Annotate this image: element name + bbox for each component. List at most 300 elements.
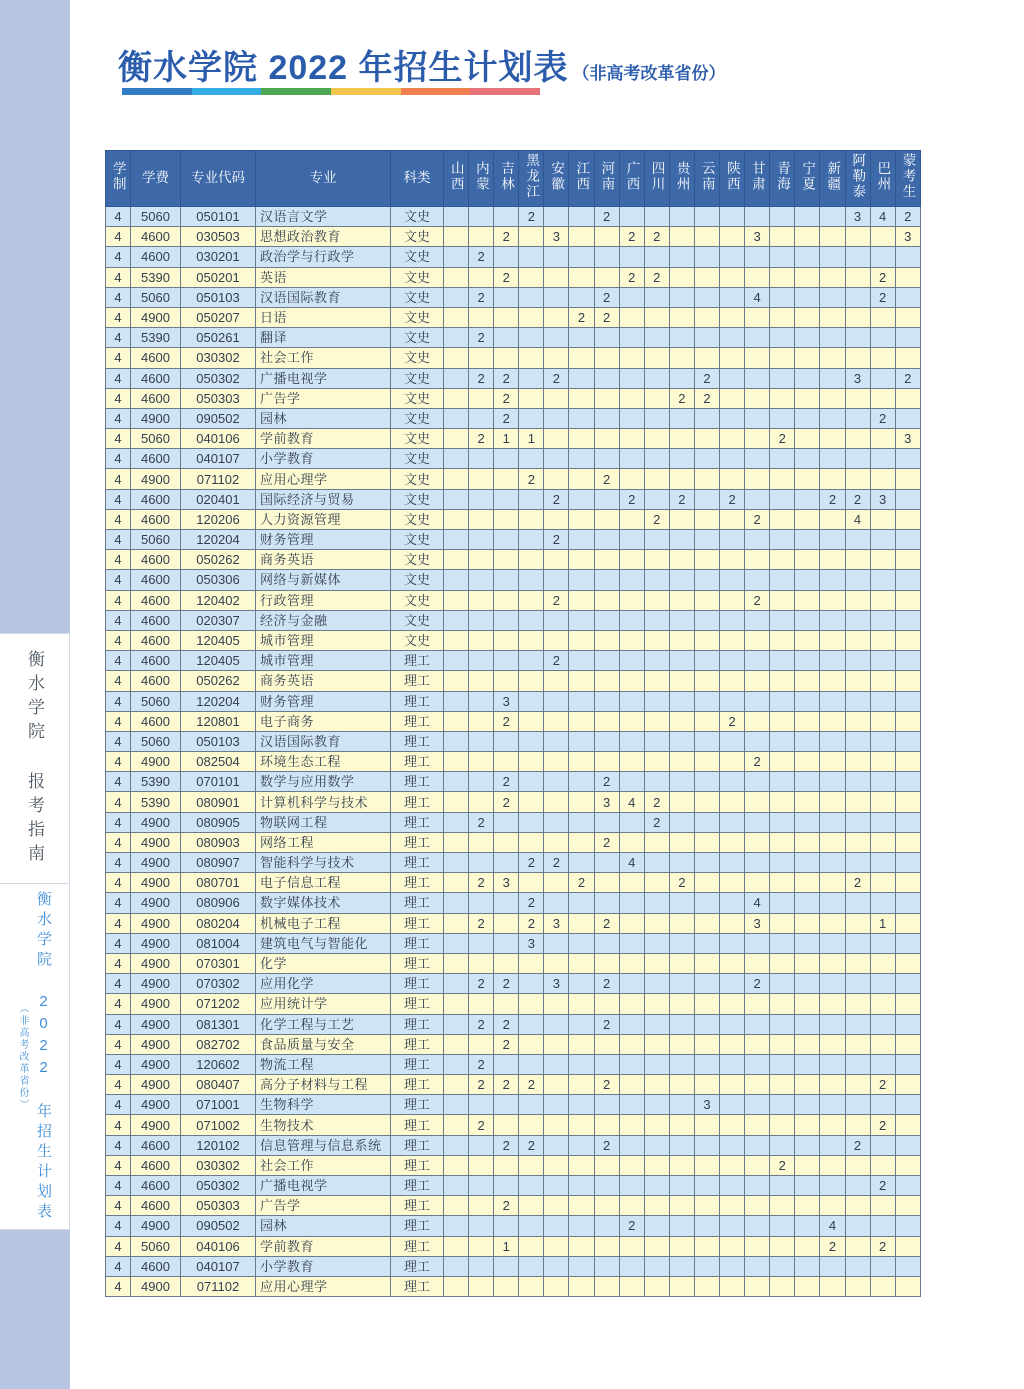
table-row	[106, 227, 921, 247]
cell-quota-陕西	[720, 449, 745, 469]
cell-category: 理工	[391, 1014, 444, 1034]
cell-category: 文史	[391, 530, 444, 550]
cell-code: 081004	[181, 933, 256, 953]
cell-quota-广西	[619, 953, 644, 973]
cell-years: 4	[106, 1236, 131, 1256]
cell-quota-山西	[444, 651, 469, 671]
cell-quota-广西	[619, 408, 644, 428]
cell-fee: 4900	[131, 752, 181, 772]
cell-quota-阿勒泰	[845, 711, 870, 731]
cell-quota-蒙考生: 3	[895, 227, 920, 247]
cell-quota-广西	[619, 630, 644, 650]
cell-quota-贵州	[669, 772, 694, 792]
cell-quota-甘肃: 2	[745, 974, 770, 994]
cell-quota-安徽	[544, 1095, 569, 1115]
cell-quota-陕西	[720, 772, 745, 792]
cell-quota-甘肃	[745, 1276, 770, 1296]
cell-quota-江西	[569, 489, 594, 509]
cell-quota-蒙考生	[895, 570, 920, 590]
cell-quota-巴州	[870, 752, 895, 772]
cell-years: 4	[106, 812, 131, 832]
cell-quota-青海	[770, 348, 795, 368]
cell-quota-黑龙江	[519, 974, 544, 994]
cell-major: 汉语国际教育	[256, 731, 391, 751]
cell-quota-贵州	[669, 994, 694, 1014]
cell-category: 理工	[391, 913, 444, 933]
cell-quota-陕西	[720, 812, 745, 832]
cell-quota-青海	[770, 671, 795, 691]
cell-quota-云南	[694, 590, 719, 610]
cell-quota-安徽	[544, 711, 569, 731]
cell-quota-青海	[770, 1236, 795, 1256]
col-header-text: 吉林	[498, 160, 514, 192]
cell-quota-广西: 2	[619, 227, 644, 247]
cell-quota-云南	[694, 1115, 719, 1135]
cell-quota-贵州	[669, 368, 694, 388]
cell-quota-宁夏	[795, 893, 820, 913]
cell-major: 商务英语	[256, 550, 391, 570]
cell-quota-云南	[694, 408, 719, 428]
cell-quota-陕西	[720, 1176, 745, 1196]
cell-years: 4	[106, 853, 131, 873]
cell-major: 应用心理学	[256, 469, 391, 489]
cell-quota-黑龙江: 2	[519, 853, 544, 873]
cell-category: 文史	[391, 550, 444, 570]
cell-quota-新疆	[820, 994, 845, 1014]
cell-fee: 4900	[131, 1216, 181, 1236]
cell-quota-巴州	[870, 1014, 895, 1034]
cell-category: 理工	[391, 1196, 444, 1216]
cell-quota-四川	[644, 630, 669, 650]
cell-quota-内蒙	[469, 207, 494, 227]
cell-category: 理工	[391, 1236, 444, 1256]
cell-quota-江西	[569, 1034, 594, 1054]
col-header-text: 山西	[448, 160, 464, 192]
table-row	[106, 489, 921, 509]
cell-quota-巴州	[870, 1155, 895, 1175]
col-header-text: 陕西	[724, 160, 740, 192]
cell-quota-蒙考生	[895, 1135, 920, 1155]
cell-quota-河南	[594, 1115, 619, 1135]
table-row	[106, 752, 921, 772]
cell-quota-安徽: 2	[544, 590, 569, 610]
cell-quota-阿勒泰	[845, 1216, 870, 1236]
cell-quota-青海	[770, 489, 795, 509]
cell-quota-青海	[770, 994, 795, 1014]
cell-quota-吉林	[494, 550, 519, 570]
cell-quota-四川	[644, 994, 669, 1014]
cell-quota-安徽	[544, 449, 569, 469]
cell-quota-宁夏	[795, 1276, 820, 1296]
cell-quota-青海	[770, 630, 795, 650]
cell-quota-江西	[569, 348, 594, 368]
cell-quota-甘肃	[745, 489, 770, 509]
cell-category: 理工	[391, 691, 444, 711]
cell-quota-新疆: 4	[820, 1216, 845, 1236]
cell-quota-青海	[770, 812, 795, 832]
cell-quota-广西	[619, 530, 644, 550]
cell-years: 4	[106, 1014, 131, 1034]
cell-code: 050303	[181, 1196, 256, 1216]
table-row	[106, 731, 921, 751]
cell-code: 070302	[181, 974, 256, 994]
spine-plan-sublabel: （非高考改革省份）	[17, 1002, 28, 1111]
cell-quota-河南: 3	[594, 792, 619, 812]
col-header-cat: 科类	[391, 151, 444, 207]
cell-quota-江西	[569, 449, 594, 469]
cell-quota-青海	[770, 509, 795, 529]
cell-quota-吉林: 1	[494, 429, 519, 449]
cell-quota-广西	[619, 994, 644, 1014]
table-row	[106, 792, 921, 812]
cell-quota-四川	[644, 671, 669, 691]
table-row	[106, 388, 921, 408]
cell-quota-河南	[594, 267, 619, 287]
cell-code: 020401	[181, 489, 256, 509]
cell-quota-陕西	[720, 953, 745, 973]
cell-fee: 4600	[131, 651, 181, 671]
cell-quota-内蒙	[469, 853, 494, 873]
cell-quota-江西	[569, 469, 594, 489]
table-row	[106, 711, 921, 731]
cell-category: 理工	[391, 1034, 444, 1054]
page-title-block	[118, 40, 726, 89]
cell-quota-贵州	[669, 1196, 694, 1216]
cell-quota-陕西: 2	[720, 711, 745, 731]
cell-fee: 4900	[131, 1054, 181, 1074]
cell-quota-阿勒泰	[845, 832, 870, 852]
table-row	[106, 509, 921, 529]
cell-quota-山西	[444, 1075, 469, 1095]
cell-code: 050103	[181, 731, 256, 751]
cell-quota-阿勒泰	[845, 348, 870, 368]
cell-category: 理工	[391, 1256, 444, 1276]
cell-quota-河南	[594, 570, 619, 590]
cell-quota-内蒙	[469, 691, 494, 711]
cell-quota-甘肃	[745, 267, 770, 287]
cell-quota-甘肃	[745, 1115, 770, 1135]
cell-quota-黑龙江	[519, 1054, 544, 1074]
cell-fee: 4900	[131, 913, 181, 933]
cell-major: 广播电视学	[256, 1176, 391, 1196]
cell-quota-安徽: 2	[544, 530, 569, 550]
cell-quota-内蒙	[469, 953, 494, 973]
table-row	[106, 853, 921, 873]
cell-quota-宁夏	[795, 671, 820, 691]
cell-quota-江西	[569, 267, 594, 287]
cell-major: 小学教育	[256, 1256, 391, 1276]
cell-quota-四川	[644, 853, 669, 873]
cell-quota-新疆	[820, 1115, 845, 1135]
cell-fee: 4900	[131, 994, 181, 1014]
cell-quota-四川	[644, 1115, 669, 1135]
cell-quota-安徽	[544, 772, 569, 792]
cell-quota-贵州	[669, 348, 694, 368]
table-row	[106, 1054, 921, 1074]
cell-quota-四川	[644, 752, 669, 772]
cell-quota-四川	[644, 348, 669, 368]
cell-quota-阿勒泰	[845, 247, 870, 267]
cell-quota-广西	[619, 449, 644, 469]
cell-quota-青海	[770, 1135, 795, 1155]
cell-quota-陕西	[720, 388, 745, 408]
cell-quota-新疆	[820, 873, 845, 893]
cell-quota-广西	[619, 1155, 644, 1175]
cell-quota-安徽	[544, 348, 569, 368]
cell-quota-黑龙江	[519, 368, 544, 388]
cell-category: 理工	[391, 893, 444, 913]
cell-quota-河南	[594, 812, 619, 832]
table-row	[106, 1256, 921, 1276]
cell-quota-四川	[644, 408, 669, 428]
table-row	[106, 267, 921, 287]
cell-years: 4	[106, 630, 131, 650]
table-row	[106, 1196, 921, 1216]
cell-quota-阿勒泰	[845, 1075, 870, 1095]
cell-quota-云南	[694, 1155, 719, 1175]
cell-quota-新疆	[820, 711, 845, 731]
cell-quota-云南	[694, 711, 719, 731]
cell-years: 4	[106, 550, 131, 570]
cell-quota-四川	[644, 328, 669, 348]
cell-quota-山西	[444, 1176, 469, 1196]
cell-quota-甘肃	[745, 933, 770, 953]
cell-quota-广西	[619, 1256, 644, 1276]
cell-category: 理工	[391, 1115, 444, 1135]
cell-major: 生物技术	[256, 1115, 391, 1135]
cell-quota-吉林: 2	[494, 368, 519, 388]
cell-major: 商务英语	[256, 671, 391, 691]
cell-quota-蒙考生	[895, 509, 920, 529]
cell-quota-甘肃	[745, 307, 770, 327]
cell-quota-四川	[644, 1176, 669, 1196]
cell-quota-巴州	[870, 731, 895, 751]
cell-code: 040106	[181, 1236, 256, 1256]
col-header-text: 蒙考生	[900, 152, 916, 200]
cell-fee: 4900	[131, 832, 181, 852]
cell-quota-四川	[644, 1196, 669, 1216]
cell-quota-新疆	[820, 913, 845, 933]
cell-quota-吉林	[494, 287, 519, 307]
cell-quota-山西	[444, 1095, 469, 1115]
cell-quota-贵州	[669, 752, 694, 772]
cell-quota-新疆	[820, 328, 845, 348]
table-row	[106, 913, 921, 933]
cell-quota-云南	[694, 772, 719, 792]
cell-quota-巴州	[870, 1135, 895, 1155]
cell-quota-山西	[444, 792, 469, 812]
cell-quota-巴州: 1	[870, 913, 895, 933]
cell-quota-贵州	[669, 207, 694, 227]
cell-quota-蒙考生	[895, 287, 920, 307]
cell-quota-安徽	[544, 792, 569, 812]
cell-quota-宁夏	[795, 328, 820, 348]
cell-quota-阿勒泰	[845, 994, 870, 1014]
cell-quota-云南	[694, 994, 719, 1014]
cell-quota-吉林: 2	[494, 1196, 519, 1216]
cell-quota-四川: 2	[644, 509, 669, 529]
cell-quota-贵州	[669, 812, 694, 832]
cell-major: 小学教育	[256, 449, 391, 469]
cell-fee: 4600	[131, 711, 181, 731]
col-header-province	[444, 151, 469, 207]
cell-major: 广告学	[256, 1196, 391, 1216]
cell-quota-新疆	[820, 893, 845, 913]
cell-quota-青海	[770, 610, 795, 630]
cell-quota-黑龙江	[519, 953, 544, 973]
cell-quota-陕西	[720, 1054, 745, 1074]
cell-quota-吉林: 2	[494, 792, 519, 812]
table-row	[106, 974, 921, 994]
page-title: 衡水学院 2022 年招生计划表	[118, 49, 569, 87]
cell-code: 082702	[181, 1034, 256, 1054]
cell-quota-山西	[444, 590, 469, 610]
cell-quota-蒙考生	[895, 1095, 920, 1115]
cell-quota-新疆	[820, 509, 845, 529]
table-row	[106, 610, 921, 630]
cell-quota-黑龙江	[519, 651, 544, 671]
cell-quota-云南	[694, 873, 719, 893]
cell-years: 4	[106, 731, 131, 751]
cell-quota-江西	[569, 953, 594, 973]
cell-quota-吉林	[494, 731, 519, 751]
cell-quota-江西	[569, 974, 594, 994]
cell-quota-巴州	[870, 368, 895, 388]
cell-quota-甘肃	[745, 1196, 770, 1216]
cell-quota-吉林	[494, 509, 519, 529]
cell-quota-四川	[644, 953, 669, 973]
cell-quota-河南	[594, 711, 619, 731]
cell-quota-陕西	[720, 994, 745, 1014]
cell-quota-广西	[619, 1196, 644, 1216]
cell-years: 4	[106, 711, 131, 731]
cell-quota-山西	[444, 832, 469, 852]
cell-quota-山西	[444, 1034, 469, 1054]
cell-quota-陕西	[720, 1075, 745, 1095]
cell-quota-山西	[444, 711, 469, 731]
cell-quota-吉林	[494, 590, 519, 610]
cell-quota-吉林: 2	[494, 1014, 519, 1034]
table-row	[106, 1155, 921, 1175]
cell-quota-甘肃	[745, 630, 770, 650]
cell-quota-蒙考生	[895, 792, 920, 812]
cell-code: 120402	[181, 590, 256, 610]
col-header-text: 青海	[775, 160, 791, 192]
cell-quota-广西	[619, 711, 644, 731]
cell-quota-蒙考生	[895, 731, 920, 751]
cell-category: 文史	[391, 348, 444, 368]
cell-quota-安徽	[544, 550, 569, 570]
cell-quota-四川	[644, 1075, 669, 1095]
cell-major: 汉语国际教育	[256, 287, 391, 307]
cell-quota-贵州	[669, 913, 694, 933]
cell-quota-陕西	[720, 469, 745, 489]
cell-quota-宁夏	[795, 469, 820, 489]
cell-quota-新疆	[820, 1135, 845, 1155]
cell-quota-江西	[569, 1256, 594, 1276]
cell-quota-吉林: 2	[494, 227, 519, 247]
cell-quota-山西	[444, 772, 469, 792]
cell-quota-内蒙	[469, 348, 494, 368]
cell-quota-蒙考生	[895, 994, 920, 1014]
cell-fee: 4900	[131, 893, 181, 913]
cell-fee: 4600	[131, 610, 181, 630]
table-row	[106, 307, 921, 327]
cell-quota-新疆	[820, 429, 845, 449]
cell-quota-安徽: 2	[544, 489, 569, 509]
cell-major: 广播电视学	[256, 368, 391, 388]
cell-quota-新疆	[820, 590, 845, 610]
cell-quota-黑龙江	[519, 812, 544, 832]
cell-quota-山西	[444, 933, 469, 953]
underline-segment	[470, 88, 540, 95]
cell-years: 4	[106, 913, 131, 933]
cell-quota-云南	[694, 752, 719, 772]
cell-quota-吉林: 2	[494, 1034, 519, 1054]
cell-quota-广西	[619, 812, 644, 832]
cell-quota-贵州	[669, 449, 694, 469]
cell-major: 英语	[256, 267, 391, 287]
cell-quota-河南: 2	[594, 772, 619, 792]
cell-quota-江西	[569, 792, 594, 812]
cell-fee: 4900	[131, 1115, 181, 1135]
cell-quota-广西	[619, 590, 644, 610]
cell-years: 4	[106, 610, 131, 630]
cell-quota-安徽	[544, 1135, 569, 1155]
cell-quota-吉林	[494, 933, 519, 953]
cell-quota-云南	[694, 247, 719, 267]
cell-quota-宁夏	[795, 772, 820, 792]
cell-quota-青海	[770, 408, 795, 428]
cell-category: 文史	[391, 328, 444, 348]
cell-quota-甘肃	[745, 1256, 770, 1276]
cell-quota-甘肃	[745, 429, 770, 449]
cell-quota-四川	[644, 307, 669, 327]
cell-quota-陕西	[720, 1276, 745, 1296]
cell-quota-蒙考生	[895, 873, 920, 893]
cell-quota-河南	[594, 328, 619, 348]
cell-years: 4	[106, 388, 131, 408]
cell-category: 文史	[391, 469, 444, 489]
table-row	[106, 1075, 921, 1095]
cell-quota-阿勒泰	[845, 1256, 870, 1276]
cell-quota-宁夏	[795, 388, 820, 408]
cell-quota-山西	[444, 752, 469, 772]
cell-quota-江西	[569, 408, 594, 428]
cell-quota-山西	[444, 348, 469, 368]
cell-quota-贵州	[669, 287, 694, 307]
cell-quota-甘肃: 2	[745, 509, 770, 529]
cell-quota-安徽	[544, 933, 569, 953]
cell-quota-阿勒泰	[845, 1115, 870, 1135]
cell-quota-黑龙江	[519, 691, 544, 711]
cell-code: 090502	[181, 1216, 256, 1236]
cell-quota-云南	[694, 630, 719, 650]
cell-quota-阿勒泰	[845, 610, 870, 630]
cell-quota-贵州	[669, 1075, 694, 1095]
cell-quota-江西	[569, 590, 594, 610]
col-header-province	[694, 151, 719, 207]
cell-code: 080906	[181, 893, 256, 913]
cell-quota-江西	[569, 731, 594, 751]
cell-major: 电子商务	[256, 711, 391, 731]
cell-quota-阿勒泰: 4	[845, 509, 870, 529]
cell-major: 食品质量与安全	[256, 1034, 391, 1054]
cell-category: 理工	[391, 974, 444, 994]
cell-quota-四川	[644, 1034, 669, 1054]
cell-quota-宁夏	[795, 207, 820, 227]
cell-years: 4	[106, 752, 131, 772]
